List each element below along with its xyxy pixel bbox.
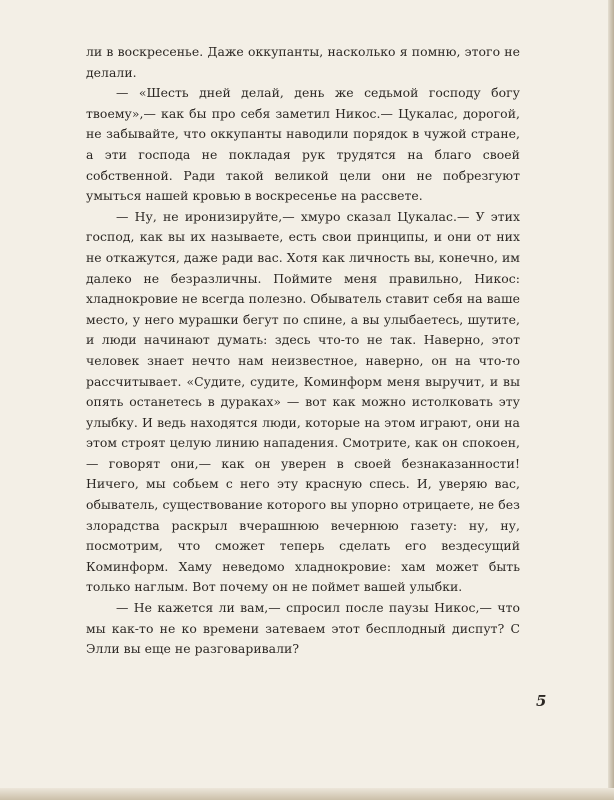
page-number: 5	[536, 692, 547, 710]
paragraph-dialogue: — «Шесть дней делай, день же седьмой господу богу твоему»,— как бы про себя заметил Никос.— Цукалас, дорогой, не забывайте, что оккупанты наводили порядок в чужой стране, а эти господа не покладая рук трудятся на благо своей собственной. Ради такой великой цели они не побрезгуют умыться нашей кровью в воскресенье на рассвете.	[86, 85, 520, 204]
page-edge-bottom	[0, 788, 614, 800]
body-text	[86, 42, 520, 660]
paragraph-continuation: ли в воскресенье. Даже оккупанты, насколько я помню, этого не делали.	[86, 44, 520, 80]
paragraph-dialogue: — Не кажется ли вам,— спросил после паузы Никос,— что мы как-то не ко времени затеваем этот бесплодный диспут? С Элли вы еще не разговаривали?	[86, 600, 520, 657]
page-edge-right	[608, 0, 614, 800]
paragraph-dialogue: — Ну, не иронизируйте,— хмуро сказал Цукалас.— У этих господ, как вы их называете, есть свои принципы, и они от них не откажутся, даже ради вас. Хотя как личность вы, конечно, им далеко не безразличны. Поймите меня правильно, Никос: хладнокровие не всегда полезно. Обыватель ставит себя на ваше место, у него мурашки бегут по спине, а вы улыбаетесь, шутите, и люди начинают думать: здесь что-то не так. Наверно, этот человек знает нечто нам неизвестное, наверно, он на что-то рассчитывает. «Судите, судите, Коминформ меня выручит, и вы опять останетесь в дураках» — вот как можно истолковать эту улыбку. И ведь находятся люди, которые на этом играют, они на этом строят целую линию нападения. Смотрите, как он спокоен,— говорят они,— как он уверен в своей безнаказанности! Ничего, мы собьем с него эту красную спесь. И, уверяю вас, обыватель, существование которого вы упорно отрицаете, не без злорадства раскрыл вчерашнюю вечернюю газету: ну, ну, посмотрим, что сможет теперь сделать его вездесущий Коминформ. Хаму неведомо хладнокровие: хам может быть только наглым. Вот почему он не поймет вашей улыбки.	[86, 208, 520, 595]
